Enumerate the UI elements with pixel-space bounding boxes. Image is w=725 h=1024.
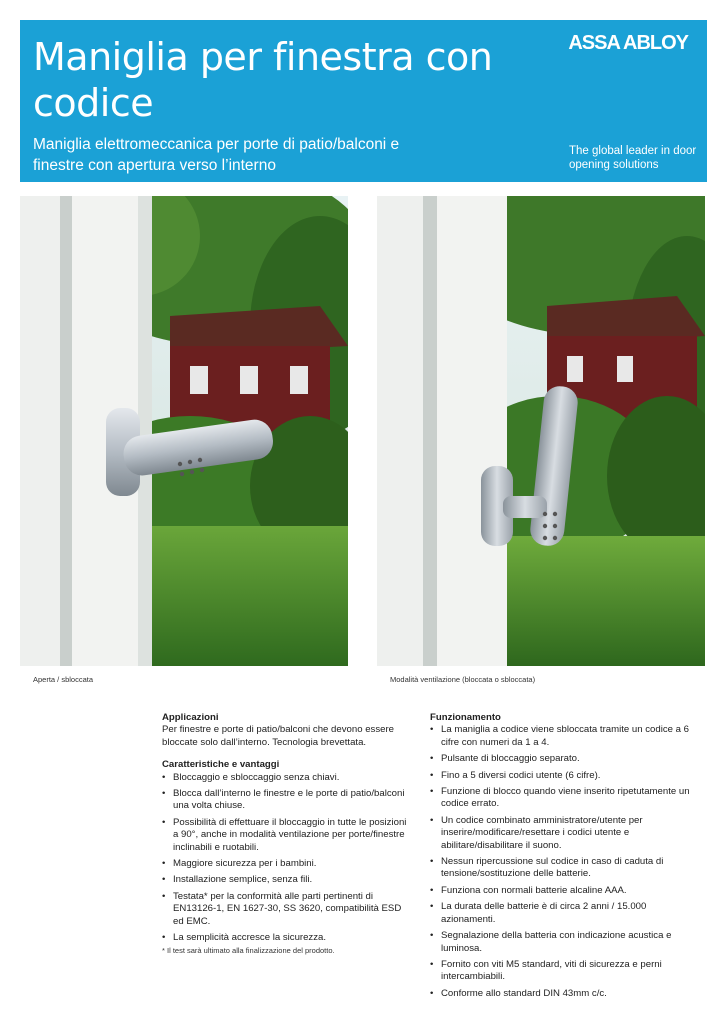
list-item: • Funziona con normali batterie alcaline AAA. xyxy=(430,885,690,897)
photo-handle-ventilation xyxy=(377,196,705,666)
list-item: • Fornito con viti M5 standard, viti di sicurezza e perni intercambiabili. xyxy=(430,959,690,984)
list-item: • La durata delle batterie è di circa 2 anni / 15.000 azionamenti. xyxy=(430,901,690,926)
list-item: • Bloccaggio e sbloccaggio senza chiavi. xyxy=(162,772,410,784)
section-heading-funzionamento: Funzionamento xyxy=(430,712,501,723)
list-item: • La maniglia a codice viene sbloccata tramite un codice a 6 cifre con numeri da 1 a 4. xyxy=(430,724,690,749)
applicazioni-text: Per finestre e porte di patio/balconi che devono essere bloccate solo dall’interno. Tecnologia brevettata. xyxy=(162,724,394,748)
list-item: • Possibilità di effettuare il bloccaggio in tutte le posizioni a 90°, anche in modalità ventilazione per porte/finestre inclinabili e ruotabili. xyxy=(162,817,410,854)
list-item: • Nessun ripercussione sul codice in caso di caduta di tensione/sostituzione delle batterie. xyxy=(430,856,690,881)
photo-handle-unlocked xyxy=(20,196,348,666)
list-item: • Testata* per la conformità alle parti pertinenti di EN13126-1, EN 1627-30, SS 3620, compatibilità ESD ed EMC. xyxy=(162,891,410,928)
photo-caption: Modalità ventilazione (bloccata o sbloccata) xyxy=(390,675,536,684)
list-item: • Segnalazione della batteria con indicazione acustica e luminosa. xyxy=(430,930,690,955)
left-column xyxy=(162,712,410,951)
funzionamento-list xyxy=(430,724,690,1000)
header-banner xyxy=(20,20,707,182)
right-column xyxy=(430,712,690,1006)
footnote: * Il test sarà ultimato alla finalizzazione del prodotto. xyxy=(162,946,335,955)
list-item: • Maggiore sicurezza per i bambini. xyxy=(162,858,410,870)
list-item: • Installazione semplice, senza fili. xyxy=(162,874,410,886)
list-item: • Pulsante di bloccaggio separato. xyxy=(430,753,690,765)
photo-caption: Aperta / sbloccata xyxy=(33,675,94,684)
list-item: • Conforme allo standard DIN 43mm c/c. xyxy=(430,988,690,1000)
brand-tagline: The global leader in door opening solutions xyxy=(569,145,697,171)
list-item: • La semplicità accresce la sicurezza. xyxy=(162,932,410,944)
list-item: • Blocca dall’interno le finestre e le porte di patio/balconi una volta chiuse. xyxy=(162,788,410,813)
list-item: • Funzione di blocco quando viene inserito ripetutamente un codice errato. xyxy=(430,786,690,811)
list-item: • Fino a 5 diversi codici utente (6 cifre). xyxy=(430,770,690,782)
caratteristiche-list xyxy=(162,772,410,945)
list-item: • Un codice combinato amministratore/utente per inserire/modificare/resettare i codici utente e abilitare/disabilitare il suono. xyxy=(430,815,690,852)
section-heading-applicazioni: Applicazioni xyxy=(162,712,219,723)
page-subtitle: Maniglia elettromeccanica per porte di patio/balconi e finestre con apertura verso l’interno xyxy=(33,136,400,174)
page-title: Maniglia per finestra con codice xyxy=(33,35,493,125)
brand-logo: ASSA ABLOY xyxy=(568,32,688,54)
section-heading-caratteristiche: Caratteristiche e vantaggi xyxy=(162,759,280,771)
